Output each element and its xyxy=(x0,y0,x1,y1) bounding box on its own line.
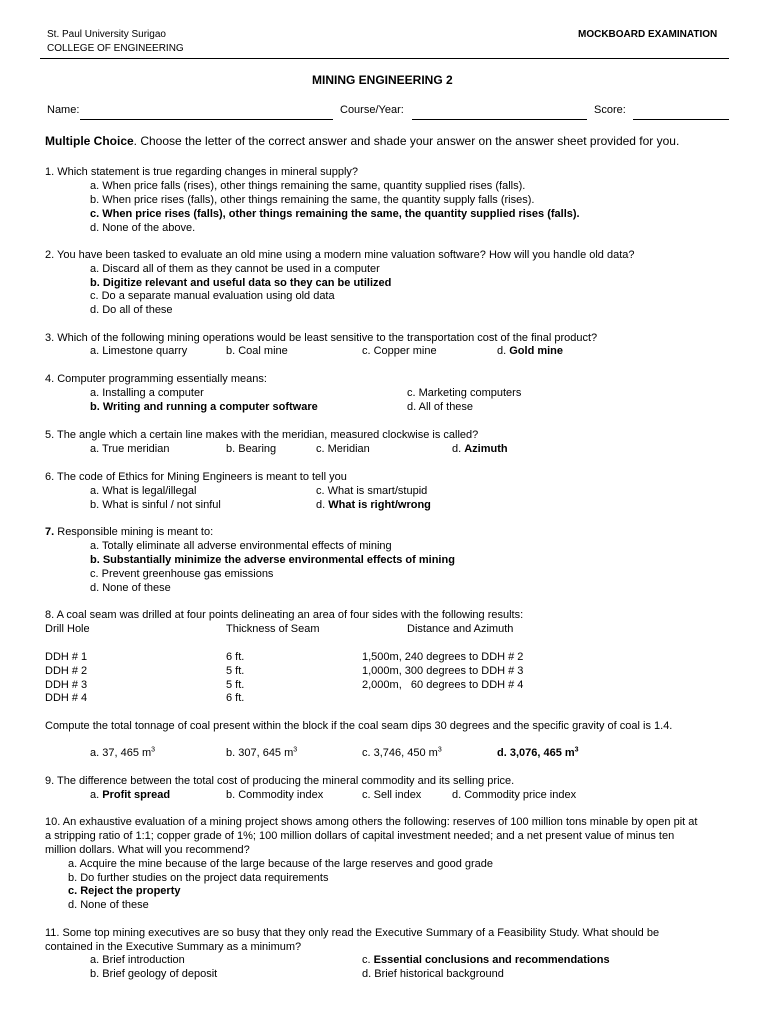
q7-option-c: c. Prevent greenhouse gas emissions xyxy=(90,568,274,580)
q6-option-c: c. What is smart/stupid xyxy=(316,485,428,497)
q5-option-d xyxy=(452,442,508,456)
q9-option-a-letter: a. xyxy=(90,789,103,801)
q10-option-c: c. Reject the property xyxy=(68,885,181,897)
q8-row-hole: DDH # 4 xyxy=(45,692,88,704)
q7-question xyxy=(45,525,213,539)
q8-option-a-sup: 3 xyxy=(151,746,156,754)
q1-option-b: b. When price rises (falls), other things remaining the same, the quantity supply falls (rises). xyxy=(90,194,535,206)
q6-option-a: a. What is legal/illegal xyxy=(90,485,197,497)
q7-option-d: d. None of these xyxy=(90,582,171,594)
q8-row-thickness: 6 ft. xyxy=(226,692,245,704)
q5-option-c: c. Meridian xyxy=(316,443,370,455)
course-label: Course/Year: xyxy=(340,104,404,116)
q9-option-c: c. Sell index xyxy=(362,789,422,801)
q8-row-distance: 1,500m, 240 degrees to DDH # 2 xyxy=(362,651,524,663)
q10-question-line3: million dollars. What will you recommend? xyxy=(45,844,250,856)
q5-question: 5. The angle which a certain line makes with the meridian, measured clockwise is called? xyxy=(45,429,479,441)
score-line[interactable] xyxy=(633,119,729,120)
instructions xyxy=(45,134,679,148)
q8-option-d-text: d. 3,076, 465 m xyxy=(497,747,575,759)
q6-question: 6. The code of Ethics for Mining Engineers is meant to tell you xyxy=(45,471,347,483)
q11-option-c xyxy=(362,953,610,967)
q4-option-c: c. Marketing computers xyxy=(407,387,522,399)
q4-option-a: a. Installing a computer xyxy=(90,387,204,399)
q5-option-a: a. True meridian xyxy=(90,443,170,455)
instructions-lead: Multiple Choice xyxy=(45,134,134,148)
q1-option-d: d. None of the above. xyxy=(90,222,196,234)
q9-question: 9. The difference between the total cost of producing the mineral commodity and its selling price. xyxy=(45,775,515,787)
q8-option-b-sup: 3 xyxy=(293,746,298,754)
q8-col-thickness: Thickness of Seam xyxy=(226,623,320,635)
q8-option-b-text: b. 307, 645 m xyxy=(226,747,294,759)
q10-question-line1: 10. An exhaustive evaluation of a mining project shows among others the following: reserves of 100 million tons minable by open pit at xyxy=(45,816,698,828)
score-label: Score: xyxy=(594,104,626,116)
q10-question-line2: a stripping ratio of 1:1; copper grade of 1%; 100 million dollars of capital investment needed; and a net present value of minus ten xyxy=(45,830,675,842)
college-name: COLLEGE OF ENGINEERING xyxy=(47,43,184,54)
q4-option-d: d. All of these xyxy=(407,401,474,413)
school-name: St. Paul University Surigao xyxy=(47,29,166,40)
q8-row-hole: DDH # 3 xyxy=(45,679,88,691)
q8-row-hole: DDH # 2 xyxy=(45,665,88,677)
q2-question: 2. You have been tasked to evaluate an old mine using a modern mine valuation software? How will you handle old data? xyxy=(45,249,635,261)
name-label: Name: xyxy=(47,104,80,116)
q3-question: 3. Which of the following mining operations would be least sensitive to the transportation cost of the final product? xyxy=(45,332,598,344)
course-line[interactable] xyxy=(412,119,587,120)
q2-option-c: c. Do a separate manual evaluation using old data xyxy=(90,290,335,302)
q8-option-c xyxy=(362,746,442,760)
q3-option-d-text: Gold mine xyxy=(509,345,564,357)
q10-option-d: d. None of these xyxy=(68,899,149,911)
q6-option-b: b. What is sinful / not sinful xyxy=(90,499,221,511)
q8-row-thickness: 5 ft. xyxy=(226,679,245,691)
q8-row-thickness: 5 ft. xyxy=(226,665,245,677)
q7-text: Responsible mining is meant to: xyxy=(54,526,214,538)
q7-option-a: a. Totally eliminate all adverse environmental effects of mining xyxy=(90,540,392,552)
q11-option-a: a. Brief introduction xyxy=(90,954,185,966)
q11-option-c-text: Essential conclusions and recommendations xyxy=(373,954,610,966)
exam-label: MOCKBOARD EXAMINATION xyxy=(578,29,718,40)
q8-row-thickness: 6 ft. xyxy=(226,651,245,663)
q9-option-b: b. Commodity index xyxy=(226,789,324,801)
q8-row-hole: DDH # 1 xyxy=(45,651,88,663)
q3-option-d xyxy=(497,344,563,358)
q1-question: 1. Which statement is true regarding changes in mineral supply? xyxy=(45,166,359,178)
q8-option-d xyxy=(497,746,579,760)
q3-option-d-letter: d. xyxy=(497,345,510,357)
name-line[interactable] xyxy=(80,119,333,120)
q1-option-c: c. When price rises (falls), other things remaining the same, the quantity supplied rises (falls). xyxy=(90,208,580,220)
q5-option-b: b. Bearing xyxy=(226,443,277,455)
q6-option-d-text: What is right/wrong xyxy=(328,499,431,511)
q2-option-a: a. Discard all of them as they cannot be used in a computer xyxy=(90,263,380,275)
q7-number: 7. xyxy=(45,526,55,538)
header-rule xyxy=(40,58,729,59)
q6-option-d xyxy=(316,498,431,512)
q10-option-b: b. Do further studies on the project data requirements xyxy=(68,872,329,884)
q2-option-d: d. Do all of these xyxy=(90,304,173,316)
q8-row-distance: 2,000m, 60 degrees to DDH # 4 xyxy=(362,679,524,691)
q9-option-a xyxy=(90,788,170,802)
q8-compute: Compute the total tonnage of coal present within the block if the coal seam dips 30 degrees and the specific gravity of coal is 1.4. xyxy=(45,720,673,732)
q11-option-b: b. Brief geology of deposit xyxy=(90,968,218,980)
page-title: MINING ENGINEERING 2 xyxy=(312,73,453,87)
q8-question: 8. A coal seam was drilled at four points delineating an area of four sides with the following results: xyxy=(45,609,524,621)
q6-option-d-letter: d. xyxy=(316,499,329,511)
q8-option-d-sup: 3 xyxy=(574,746,579,754)
instructions-text: . Choose the letter of the correct answer and shade your answer on the answer sheet provided for you. xyxy=(133,134,680,148)
q3-option-a: a. Limestone quarry xyxy=(90,345,188,357)
q8-option-a-text: a. 37, 465 m xyxy=(90,747,152,759)
q5-option-d-letter: d. xyxy=(452,443,465,455)
q8-col-drill-hole: Drill Hole xyxy=(45,623,90,635)
q2-option-b: b. Digitize relevant and useful data so they can be utilized xyxy=(90,277,392,289)
q8-option-c-sup: 3 xyxy=(437,746,442,754)
q8-option-c-text: c. 3,746, 450 m xyxy=(362,747,438,759)
q11-option-c-letter: c. xyxy=(362,954,374,966)
q9-option-d: d. Commodity price index xyxy=(452,789,577,801)
q10-option-a: a. Acquire the mine because of the large because of the large reserves and good grade xyxy=(68,858,494,870)
q11-question-line2: contained in the Executive Summary as a minimum? xyxy=(45,941,302,953)
q11-question-line1: 11. Some top mining executives are so busy that they only read the Executive Summary of a Feasibility Study. What should be xyxy=(45,927,660,939)
q1-option-a: a. When price falls (rises), other things remaining the same, quantity supplied rises (falls). xyxy=(90,180,526,192)
q4-option-b: b. Writing and running a computer software xyxy=(90,401,318,413)
q5-option-d-text: Azimuth xyxy=(464,443,508,455)
q8-option-b xyxy=(226,746,297,760)
q8-row-distance: 1,000m, 300 degrees to DDH # 3 xyxy=(362,665,524,677)
q8-col-distance: Distance and Azimuth xyxy=(407,623,514,635)
q3-option-c: c. Copper mine xyxy=(362,345,437,357)
q8-option-a xyxy=(90,746,155,760)
q11-option-d: d. Brief historical background xyxy=(362,968,504,980)
q7-option-b: b. Substantially minimize the adverse environmental effects of mining xyxy=(90,554,455,566)
q3-option-b: b. Coal mine xyxy=(226,345,288,357)
q9-option-a-text: Profit spread xyxy=(102,789,171,801)
q4-question: 4. Computer programming essentially means: xyxy=(45,373,267,385)
